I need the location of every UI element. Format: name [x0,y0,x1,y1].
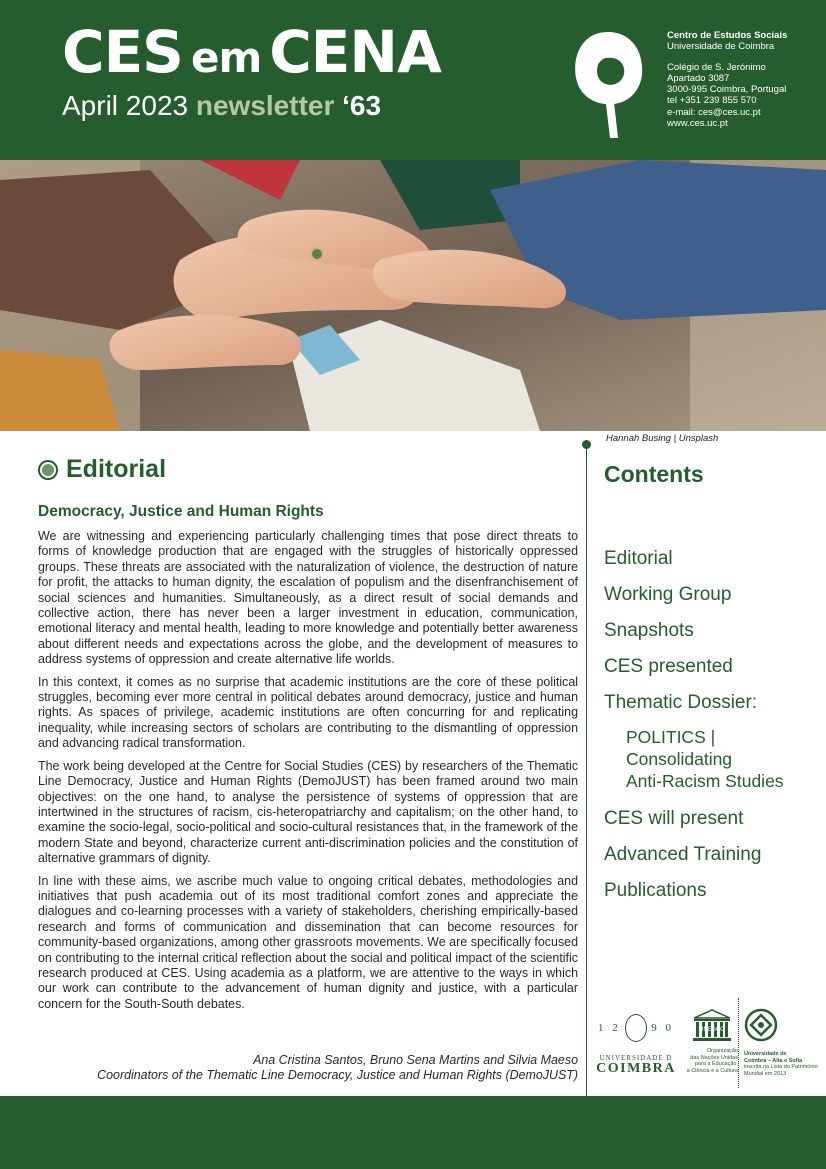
contents-item-thematic-dossier[interactable]: Thematic Dossier: [604,692,758,713]
contents-item-snapshots[interactable]: Snapshots [604,620,694,641]
unesco-text-line: a Ciência e a Cultura [686,1067,738,1074]
website-link[interactable]: www.ces.uc.pt [667,118,728,130]
signature-role: Coordinators of the Thematic Line Democracy, Justice and Human Rights (DemoJUST) [97,1068,578,1083]
logo-dotted-divider [738,998,739,1088]
unesco-word: UNESCO [699,1027,725,1033]
whs-text-line: inscrita na Lista do Património [744,1064,818,1070]
dossier-line: Consolidating [626,749,733,769]
header-band [0,0,826,160]
org-university: Universidade de Coimbra [667,41,775,53]
email-link[interactable]: e-mail: ces@ces.uc.pt [667,106,761,118]
editorial-body [38,529,578,1019]
stacked-hands-illustration [0,160,826,431]
masthead-title [62,18,441,86]
uc-years [596,1014,676,1042]
partner-logos [596,1008,824,1088]
issue-date: April 2023 [62,90,189,121]
hero-photo [0,160,826,431]
contents-list [604,546,819,914]
masthead-ces: CES [62,18,183,86]
whs-text [744,1064,824,1077]
masthead-cena: CENA [269,18,441,86]
editorial-signature [38,1053,578,1084]
unesco-text-line: das Nações Unidas [690,1054,738,1061]
ces-logo-icon [568,26,648,144]
contents-item-dossier-politics[interactable] [604,726,819,792]
signature-authors: Ana Cristina Santos, Bruno Sena Martins and Silvia Maeso [253,1053,578,1067]
whs-title-line: Universidade de [744,1051,787,1057]
dossier-line: Anti-Racism Studies [626,771,784,791]
world-heritage-emblem-icon [744,1008,778,1042]
whs-text-line: Mundial em 2013 [744,1070,787,1077]
editorial-heading: Editorial [66,455,167,483]
uc-seal-icon [625,1014,647,1042]
uc-name-small: UNIVERSIDADE D [599,1054,673,1062]
contents-item-advanced-training[interactable]: Advanced Training [604,844,762,865]
whs-title-line: Coimbra – Alta e Sofia [744,1057,803,1064]
phone-line: tel +351 239 855 570 [667,95,757,107]
column-divider [586,444,587,1096]
uc-logo [596,1008,676,1076]
unesco-text-line: para a Educação, [694,1061,738,1067]
section-bullet-icon [38,460,58,480]
editorial-paragraph: The work being developed at the Centre for Social Studies (CES) by researchers of the Thematic Line Democracy, Justice and Human Rights (DemoJUST) has been framed around two main objectives: on the one hand, to analyse the persistence of systems of oppression that are intertwined in the structures of racism, cis-heteropatriarchy and capitalism; on the other hand, to examine the socio-legal, socio-political and socio-cultural resistances that, in the framework of the modern State and beyond, characterize current anti-discrimination policies and the constitution of alternative grammars of dignity. [38,758,578,866]
issue-label: newsletter [195,90,335,121]
editorial-paragraph: In this context, it comes as no surprise that academic institutions are the core of these political struggles, becoming ever more central in political debates around democracy, justice and human rights. As spaces of privilege, academic institutions are often concurring for and replicating inequality, while increasing sectors of scholars are contributing to the dismantling of oppression and advancing radical transformation. [38,674,578,751]
dossier-line: POLITICS | [626,727,716,747]
contents-item-publications[interactable]: Publications [604,880,707,901]
masthead-em: em [190,33,262,82]
unesco-text [678,1048,738,1074]
contents-item-working-group[interactable]: Working Group [604,584,732,605]
address-line: 3000-995 Coimbra, Portugal [667,84,787,96]
address-line: Apartado 3087 [667,72,730,84]
divider-dot [582,440,591,449]
editorial-paragraph: In line with these aims, we ascribe much value to ongoing critical debates, methodologies and initiatives that push academia out of its most traditional comfort zones and appreciate the dialogues and co-learning processes with a variety of stakeholders, cherishing empirically-based research and forms of communication and dissemination that can become resources for community-based organizations, among other grassroots movements. We are specifically focused on contributing to the internal critical reflection about the social and political impact of the scientific research produced at CES. Using academia as a platform, we are attentive to the ways in which our work can contribute to the advancement of human dignity and justice, with a particular concern for the South-South debates. [38,873,578,1011]
uc-year-right: 9 0 [651,1022,674,1034]
org-name: Centro de Estudos Sociais [667,30,788,41]
contents-item-editorial[interactable]: Editorial [604,548,673,569]
contents-item-ces-presented[interactable]: CES presented [604,656,733,677]
whs-title [744,1051,824,1064]
address-line: Colégio de S. Jerónimo [667,61,766,73]
issue-number: ‘63 [342,90,382,121]
editorial-header [38,455,166,484]
editorial-subheading: Democracy, Justice and Human Rights [38,503,324,520]
contact-block [667,30,817,129]
unesco-text-line: Organização [706,1048,738,1054]
uc-name-big: COIMBRA [596,1061,676,1076]
contents-item-ces-will-present[interactable]: CES will present [604,808,744,829]
unesco-logo [678,1008,738,1074]
photo-credit: Hannah Busing | Unsplash [606,433,719,444]
world-heritage-logo [744,1008,824,1077]
issue-line [62,90,381,122]
contents-heading: Contents [604,461,704,487]
uc-year-left: 1 2 [598,1022,621,1034]
editorial-paragraph: We are witnessing and experiencing particularly challenging times that pose direct threats to forms of knowledge production that are engaged with the struggles of historically oppressed groups. These threats are associated with the naturalization of violence, the destruction of nature for profit, the attacks to human dignity, the escalation of populism and the disenfranchisement of social sciences and humanities. Simultaneously, as a direct result of social demands and collective action, there has never been a larger investment in education, communication, emotional literacy and mental health, leading to more knowledge and potentially better awareness about different needs and expectations across the globe, and the development of measures to address systems of oppression and create alternative life worlds. [38,529,578,667]
unesco-temple-icon [692,1008,732,1042]
footer-band [0,1096,826,1169]
